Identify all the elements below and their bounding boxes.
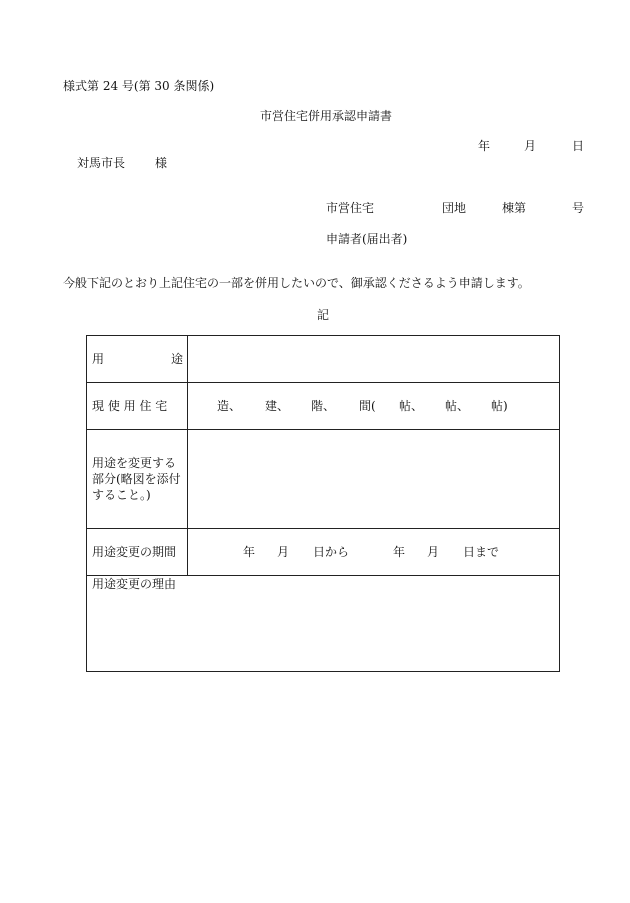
ki-label: 記 xyxy=(317,308,330,322)
to-year: 年 xyxy=(393,545,406,559)
addressee-name: 対馬市長 xyxy=(77,156,126,170)
zou-label: 造、 xyxy=(217,399,242,413)
application-table xyxy=(86,335,560,672)
kai-label: 階、 xyxy=(311,399,336,413)
usage-label-a: 用 xyxy=(92,352,105,366)
usage-label-cell xyxy=(87,336,188,382)
form-number: 様式第 24 号(第 30 条関係) xyxy=(63,79,215,93)
danchi-label: 団地 xyxy=(442,201,467,215)
housing-label: 市営住宅 xyxy=(326,201,375,215)
jo1-label: 帖、 xyxy=(399,399,424,413)
addressee-honorific: 様 xyxy=(155,156,168,170)
body-text: 今般下記のとおり上記住宅の一部を併用したいので、御承認くださるよう申請します。 xyxy=(63,276,530,290)
period-label: 用途変更の期間 xyxy=(92,545,177,559)
jo3-label: 帖) xyxy=(491,399,508,413)
current-housing-label-cell xyxy=(87,383,188,429)
gou-label: 号 xyxy=(572,201,585,215)
changed-part-line3: すること。) xyxy=(92,488,151,502)
table-row-changed-part xyxy=(87,430,559,529)
current-housing-label: 現 使 用 住 宅 xyxy=(92,399,168,413)
from-day: 日から xyxy=(313,545,350,559)
ma-label: 間( xyxy=(359,399,376,413)
date-day: 日 xyxy=(572,139,585,153)
tou-dai-label: 棟第 xyxy=(502,201,527,215)
table-row-reason xyxy=(87,576,559,671)
document-title: 市営住宅併用承認申請書 xyxy=(260,109,393,123)
changed-part-line1: 用途を変更する xyxy=(92,456,177,470)
to-day: 日まで xyxy=(463,545,500,559)
from-month: 月 xyxy=(277,545,290,559)
to-month: 月 xyxy=(427,545,440,559)
ken-label: 建、 xyxy=(265,399,290,413)
reason-label: 用途変更の理由 xyxy=(92,577,177,591)
table-row-current-housing xyxy=(87,383,559,430)
applicant-label: 申請者(届出者) xyxy=(326,232,408,246)
changed-part-label-cell xyxy=(87,430,188,528)
jo2-label: 帖、 xyxy=(445,399,470,413)
date-year: 年 xyxy=(478,139,491,153)
date-month: 月 xyxy=(524,139,537,153)
usage-label-b: 途 xyxy=(171,352,184,366)
table-row-usage xyxy=(87,336,559,383)
changed-part-line2: 部分(略図を添付 xyxy=(92,472,181,486)
period-label-cell xyxy=(87,529,188,575)
from-year: 年 xyxy=(243,545,256,559)
table-row-period xyxy=(87,529,559,576)
